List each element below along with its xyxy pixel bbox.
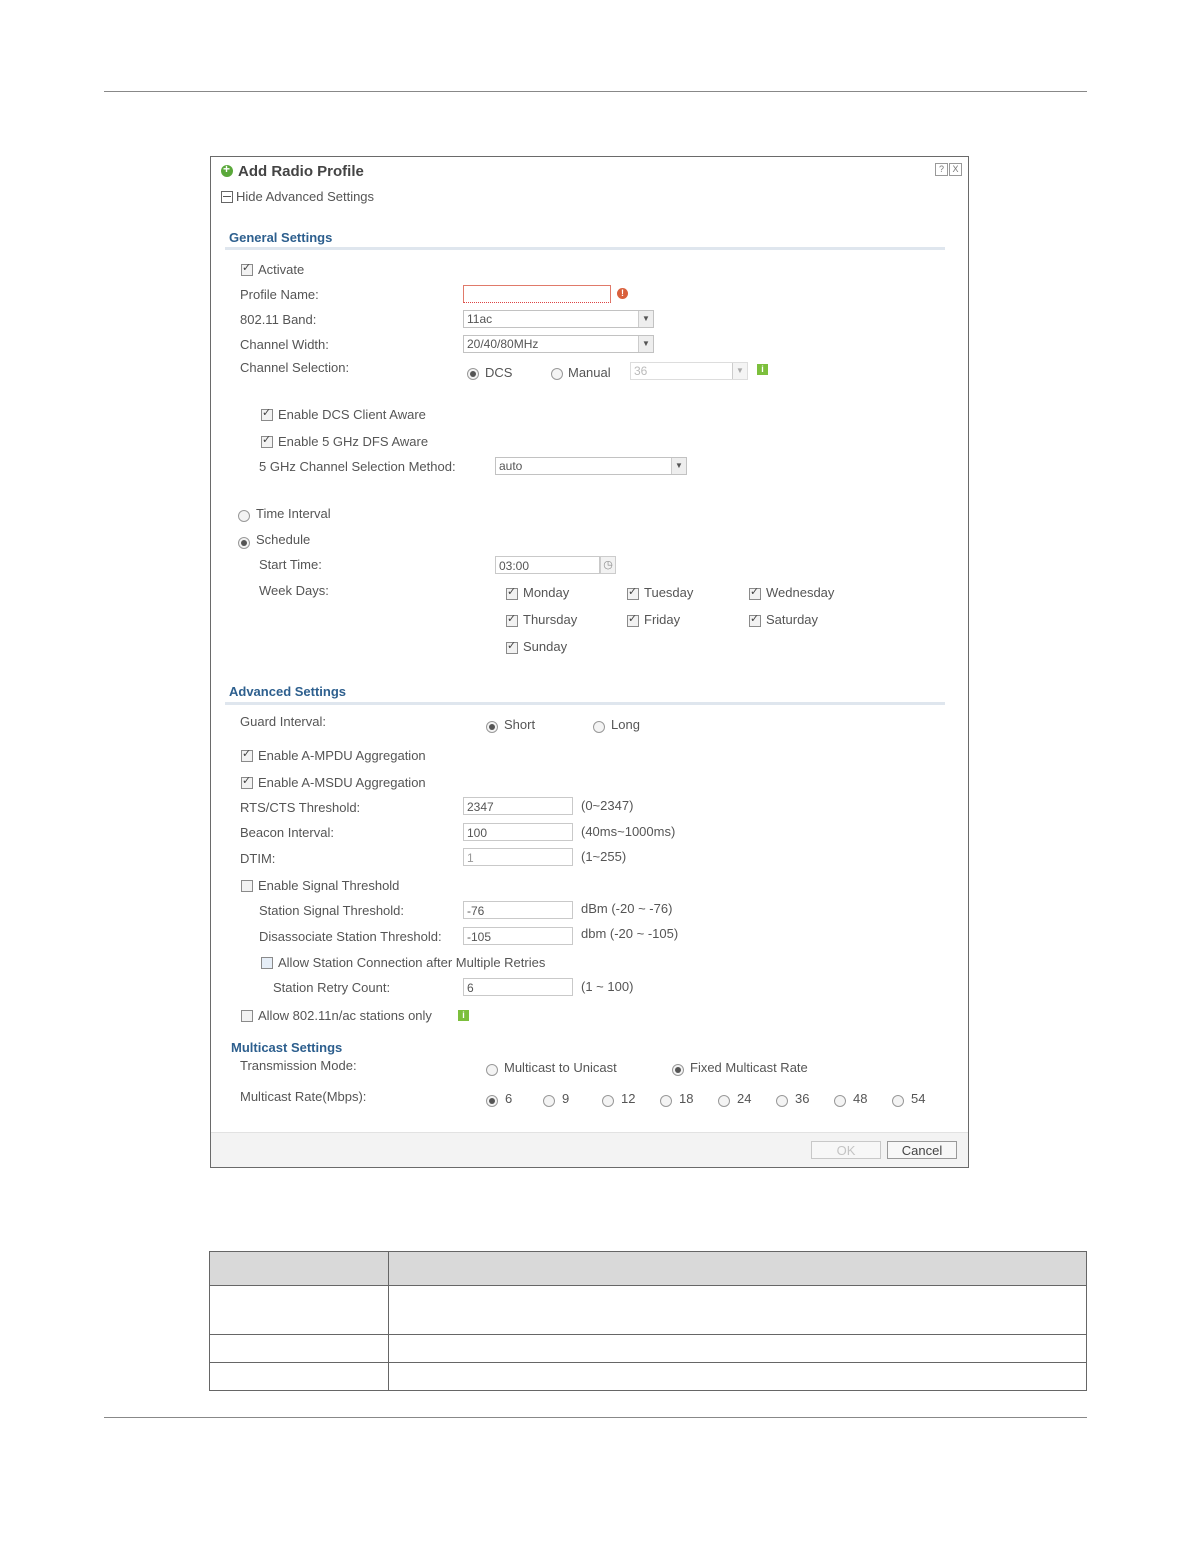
rate-radio-48[interactable] (834, 1095, 846, 1107)
error-icon: ! (617, 288, 628, 299)
rts-cts-input[interactable]: 2347 (463, 797, 573, 815)
ok-button[interactable]: OK (811, 1141, 881, 1159)
rate-label-6: 6 (505, 1091, 513, 1106)
rts-cts-range: (0~2347) (581, 798, 634, 813)
amsdu-checkbox[interactable] (241, 777, 253, 789)
long-radio[interactable] (593, 721, 605, 733)
manual-channel-select[interactable] (630, 362, 748, 380)
table-cell (389, 1286, 1087, 1335)
rate-radio-9[interactable] (543, 1095, 555, 1107)
dfs-aware-checkbox[interactable] (261, 436, 273, 448)
channel-method-select[interactable] (495, 457, 687, 475)
rate-radio-36[interactable] (776, 1095, 788, 1107)
table-row (210, 1335, 1087, 1363)
multicast-to-unicast-radio[interactable] (486, 1064, 498, 1076)
disassociate-range: dbm (-20 ~ -105) (581, 926, 679, 941)
help-icon[interactable]: ? (935, 163, 948, 176)
manual-radio[interactable] (551, 368, 563, 380)
table-cell (210, 1335, 389, 1363)
sunday-label: Sunday (523, 639, 568, 654)
stations-only-checkbox[interactable] (241, 1010, 253, 1022)
band-select[interactable] (463, 310, 654, 328)
rate-radio-54[interactable] (892, 1095, 904, 1107)
multicast-rate-label: Multicast Rate(Mbps): (240, 1089, 367, 1104)
beacon-interval-label: Beacon Interval: (240, 825, 334, 840)
channel-selection-label: Channel Selection: (240, 360, 350, 375)
station-signal-input[interactable]: -76 (463, 901, 573, 919)
manual-label: Manual (568, 365, 611, 380)
dialog-titlebar (211, 157, 968, 185)
table-row (210, 1363, 1087, 1391)
chevron-down-icon: ▼ (638, 336, 653, 352)
general-settings-heading: General Settings (229, 230, 333, 245)
retry-count-label: Station Retry Count: (273, 980, 391, 995)
signal-threshold-checkbox[interactable] (241, 880, 253, 892)
channel-method-value: auto (499, 459, 523, 473)
transmission-mode-label: Transmission Mode: (240, 1058, 357, 1073)
section-divider (225, 702, 945, 705)
chevron-down-icon: ▼ (671, 458, 686, 474)
manual-channel-value: 36 (634, 364, 648, 378)
beacon-interval-input[interactable]: 100 (463, 823, 573, 841)
rate-label-24: 24 (737, 1091, 752, 1106)
fixed-multicast-rate-label: Fixed Multicast Rate (690, 1060, 808, 1075)
friday-label: Friday (644, 612, 681, 627)
activate-checkbox[interactable] (241, 264, 253, 276)
station-signal-label: Station Signal Threshold: (259, 903, 405, 918)
table-header-row (210, 1252, 1087, 1286)
description-table (209, 1251, 1087, 1391)
band-label: 802.11 Band: (240, 312, 317, 327)
rate-radio-12[interactable] (602, 1095, 614, 1107)
rate-label-12: 12 (621, 1091, 636, 1106)
channel-method-label: 5 GHz Channel Selection Method: (259, 459, 456, 474)
guard-interval-label: Guard Interval: (240, 714, 326, 729)
rate-label-18: 18 (679, 1091, 694, 1106)
dtim-label: DTIM: (240, 851, 276, 866)
channel-width-value: 20/40/80MHz (467, 337, 539, 351)
week-days-label: Week Days: (259, 583, 329, 598)
rate-label-54: 54 (911, 1091, 926, 1106)
disassociate-label: Disassociate Station Threshold: (259, 929, 442, 944)
section-divider (225, 247, 945, 250)
multiple-retries-label: Allow Station Connection after Multiple Retries (278, 955, 546, 970)
rate-radio-6[interactable] (486, 1095, 498, 1107)
schedule-label: Schedule (256, 532, 311, 547)
signal-threshold-label: Enable Signal Threshold (258, 878, 400, 893)
fixed-multicast-rate-radio[interactable] (672, 1064, 684, 1076)
rate-label-9: 9 (562, 1091, 570, 1106)
station-signal-range: dBm (-20 ~ -76) (581, 901, 673, 916)
hide-advanced-settings-link[interactable]: Hide Advanced Settings (236, 189, 375, 204)
time-interval-label: Time Interval (256, 506, 331, 521)
add-icon (221, 165, 233, 177)
retry-count-input[interactable]: 6 (463, 978, 573, 996)
chevron-down-icon: ▼ (732, 363, 747, 379)
info-icon[interactable]: i (458, 1010, 469, 1021)
multicast-to-unicast-label: Multicast to Unicast (504, 1060, 617, 1075)
stations-only-label: Allow 802.11n/ac stations only (258, 1008, 432, 1023)
thursday-checkbox[interactable] (506, 615, 518, 627)
dialog-title: Add Radio Profile (238, 163, 364, 180)
short-radio[interactable] (486, 721, 498, 733)
ampdu-checkbox[interactable] (241, 750, 253, 762)
monday-label: Monday (523, 585, 570, 600)
saturday-label: Saturday (766, 612, 819, 627)
thursday-label: Thursday (523, 612, 578, 627)
start-time-input[interactable]: 03:00 (495, 556, 600, 574)
tuesday-checkbox[interactable] (627, 588, 639, 600)
add-radio-profile-dialog (210, 156, 969, 1168)
dcs-client-aware-checkbox[interactable] (261, 409, 273, 421)
band-value: 11ac (467, 312, 493, 326)
collapse-icon[interactable] (221, 191, 233, 203)
advanced-settings-heading: Advanced Settings (229, 684, 347, 699)
table-header-cell (210, 1252, 389, 1286)
time-interval-radio[interactable] (238, 510, 250, 522)
rate-label-48: 48 (853, 1091, 868, 1106)
channel-width-label: Channel Width: (240, 337, 329, 352)
dcs-radio[interactable] (467, 368, 479, 380)
table-cell (210, 1363, 389, 1391)
rate-radio-24[interactable] (718, 1095, 730, 1107)
wednesday-checkbox[interactable] (749, 588, 761, 600)
close-icon[interactable]: X (949, 163, 962, 176)
cancel-button[interactable]: Cancel (887, 1141, 957, 1159)
profile-name-input[interactable] (463, 285, 611, 303)
dtim-input[interactable]: 1 (463, 848, 573, 866)
table-cell (389, 1335, 1087, 1363)
multiple-retries-checkbox[interactable] (261, 957, 273, 969)
beacon-interval-range: (40ms~1000ms) (581, 824, 676, 839)
sunday-checkbox[interactable] (506, 642, 518, 654)
schedule-radio[interactable] (238, 537, 250, 549)
amsdu-label: Enable A-MSDU Aggregation (258, 775, 426, 790)
clock-icon[interactable]: ◷ (600, 556, 616, 574)
activate-label: Activate (258, 262, 305, 277)
rts-cts-label: RTS/CTS Threshold: (240, 800, 361, 815)
table-row (210, 1286, 1087, 1335)
table-header-cell (389, 1252, 1087, 1286)
rate-label-36: 36 (795, 1091, 810, 1106)
saturday-checkbox[interactable] (749, 615, 761, 627)
bottom-rule (104, 1417, 1087, 1418)
ampdu-label: Enable A-MPDU Aggregation (258, 748, 426, 763)
friday-checkbox[interactable] (627, 615, 639, 627)
dfs-aware-label: Enable 5 GHz DFS Aware (278, 434, 429, 449)
table-cell (389, 1363, 1087, 1391)
dcs-client-aware-label: Enable DCS Client Aware (278, 407, 426, 422)
profile-name-label: Profile Name: (240, 287, 319, 302)
chevron-down-icon: ▼ (638, 311, 653, 327)
rate-radio-18[interactable] (660, 1095, 672, 1107)
table-cell (210, 1286, 389, 1335)
disassociate-input[interactable]: -105 (463, 927, 573, 945)
channel-width-select[interactable] (463, 335, 654, 353)
dcs-label: DCS (485, 365, 513, 380)
wednesday-label: Wednesday (766, 585, 835, 600)
short-label: Short (504, 717, 536, 732)
multicast-settings-heading: Multicast Settings (231, 1040, 343, 1055)
dtim-range: (1~255) (581, 849, 627, 864)
long-label: Long (611, 717, 640, 732)
top-rule (104, 91, 1087, 92)
monday-checkbox[interactable] (506, 588, 518, 600)
tuesday-label: Tuesday (644, 585, 694, 600)
dialog-footer (211, 1132, 968, 1167)
info-icon[interactable]: i (757, 364, 768, 375)
start-time-label: Start Time: (259, 557, 322, 572)
retry-count-range: (1 ~ 100) (581, 979, 634, 994)
